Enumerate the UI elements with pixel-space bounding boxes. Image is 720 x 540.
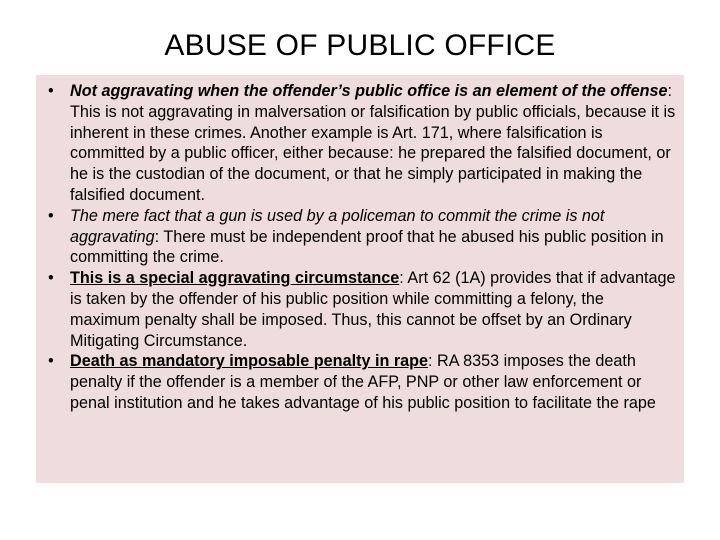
bullet-body: This is not aggravating in malversation or falsification by public officials, because it is inherent in these crimes. Another example is Art. 171, where falsification is committed by a public officer, either because: he prepared the falsified document, or he is the custodian of the document, or that he simply participated in making the falsified document. (70, 102, 676, 204)
bullet-item-death-penalty-rape (44, 351, 676, 413)
bullet-lead: Death as mandatory imposable penalty in rape (70, 352, 429, 371)
bullet-dot-icon: • (48, 206, 54, 225)
bullet-separator: : (154, 227, 160, 246)
bullet-lead: The mere fact that a gun is used by a policeman to commit the crime is not aggravating (70, 206, 605, 246)
bullet-separator: : (428, 352, 433, 371)
bullet-body: Art 62 (1A) provides that if advantage is taken by the offender of his public position while committing a felony, the maximum penalty shall be imposed. Thus, this cannot be offset by an Ordinary Mitigating Circumstance. (70, 269, 676, 350)
bullet-list (44, 81, 676, 414)
bullet-body: RA 8353 imposes the death penalty if the offender is a member of the AFP, PNP or other law enforcement or penal institution and he takes advantage of his public position to facilitate the rape (70, 352, 656, 412)
slide-title: ABUSE OF PUBLIC OFFICE (164, 29, 556, 62)
bullet-body: There must be independent proof that he abused his public position in committing the crime. (70, 227, 664, 267)
bullet-dot-icon: • (48, 82, 54, 100)
bullet-item-special-aggravating (44, 268, 676, 351)
bullet-lead: Not aggravating when the offender’s public office is an element of the offense (70, 82, 668, 100)
bullet-separator: : (667, 82, 673, 100)
bullet-lead: This is a special aggravating circumstance (70, 269, 400, 288)
bullet-dot-icon: • (48, 269, 54, 288)
bullet-dot-icon: • (48, 352, 54, 371)
bullet-item-not-aggravating (44, 81, 676, 206)
bullet-separator: : (399, 269, 404, 288)
bullet-item-gun-policeman (44, 206, 676, 268)
content-box (36, 75, 684, 483)
